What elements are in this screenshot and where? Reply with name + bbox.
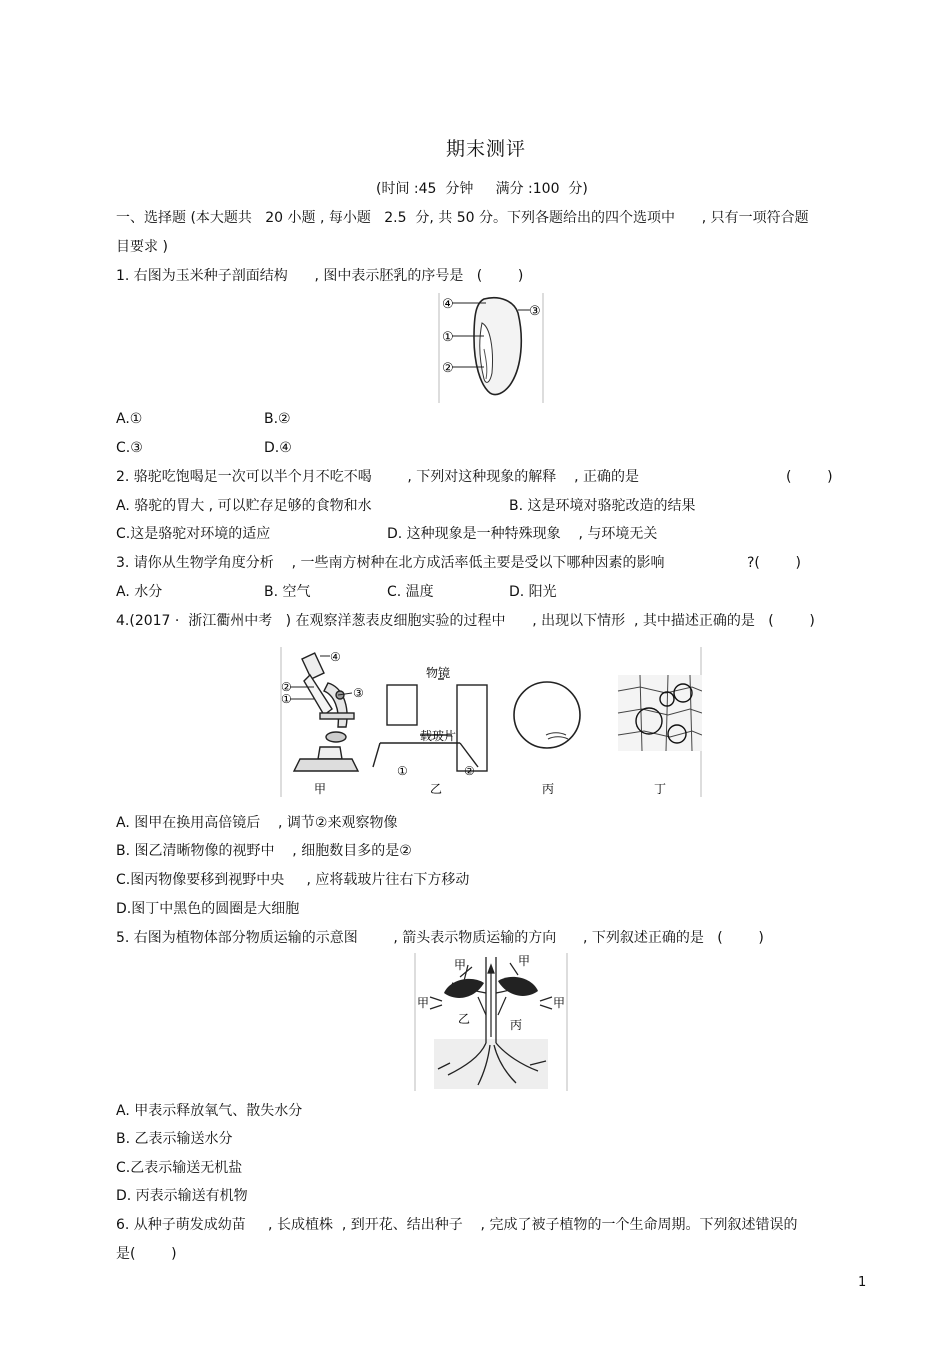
q4-option-a: A. 图甲在换用高倍镜后 , 调节②来观察物像 (116, 815, 398, 831)
q1-option-b: B.② (264, 411, 291, 427)
q2-stem: 2. 骆驼吃饱喝足一次可以半个月不吃不喝 , 下列对这种现象的解释 , 正确的是 (116, 469, 640, 485)
q4-option-d: D.图丁中黑色的圆圈是大细胞 (116, 901, 300, 917)
q3-option-b: B. 空气 (264, 584, 311, 600)
q1-stem: 1. 右图为玉米种子剖面结构 , 图中表示胚乳的序号是 ( ) (116, 268, 524, 284)
q5-stem: 5. 右图为植物体部分物质运输的示意图 , 箭头表示物质运输的方向 , 下列叙述正确的是 ( ) (116, 930, 764, 946)
section-instructions-line1: 一、选择题 (本大题共 20 小题 , 每小题 2.5 分, 共 50 分。下列各题给出的四个选项中 , 只有一项符合题 (116, 210, 809, 226)
caption-yi: 乙 (430, 782, 443, 796)
q5-option-c: C.乙表示输送无机盐 (116, 1160, 243, 1176)
q1-option-a: A.① (116, 411, 143, 427)
caption-jia: 甲 (314, 782, 327, 796)
section-instructions-line2: 目要求 ) (116, 239, 168, 255)
q6-stem-line2: 是( ) (116, 1246, 177, 1262)
plant-transport-figure (414, 953, 568, 1091)
slide-label: 载玻片 (420, 729, 457, 743)
seed-label-4: ④ (442, 297, 454, 312)
q3-answer-paren: ?( ) (747, 555, 801, 571)
q5-option-a: A. 甲表示释放氧气、散失水分 (116, 1103, 303, 1119)
lens-label-1: ① (397, 764, 408, 778)
q2-option-c: C.这是骆驼对环境的适应 (116, 526, 271, 542)
q5-option-d: D. 丙表示输送有机物 (116, 1188, 248, 1204)
q3-option-d: D. 阳光 (509, 584, 557, 600)
q4-stem: 4.(2017 · 浙江衢州中考 ) 在观察洋葱表皮细胞实验的过程中 , 出现以下情形 , 其中描述正确的是 ( ) (116, 613, 815, 629)
microscope-label-4: ④ (330, 650, 341, 664)
page-title: 期末测评 (446, 138, 527, 160)
plant-label-jia-left: 甲 (417, 996, 430, 1010)
microscope-label-2: ② (281, 680, 292, 694)
q1-option-c: C.③ (116, 440, 143, 456)
q3-option-a: A. 水分 (116, 584, 163, 600)
caption-ding: 丁 (654, 782, 667, 796)
q2-option-a: A. 骆驼的胃大 , 可以贮存足够的食物和水 (116, 498, 372, 514)
q4-option-b: B. 图乙清晰物像的视野中 , 细胞数目多的是② (116, 843, 412, 859)
seed-label-3: ③ (529, 304, 541, 319)
q2-answer-paren: ( ) (786, 469, 833, 485)
microscope-figure (280, 647, 702, 797)
q2-option-b: B. 这是环境对骆驼改造的结果 (509, 498, 696, 514)
q3-option-c: C. 温度 (387, 584, 434, 600)
q4-option-c: C.图丙物像要移到视野中央 , 应将载玻片往右下方移动 (116, 872, 470, 888)
q6-stem-line1: 6. 从种子萌发成幼苗 , 长成植株 , 到开花、结出种子 , 完成了被子植物的一个生命周期。下列叙述错误的 (116, 1217, 798, 1233)
q5-option-b: B. 乙表示输送水分 (116, 1131, 233, 1147)
plant-label-bing: 丙 (510, 1018, 523, 1032)
subtitle: (时间 :45 分钟 满分 :100 分) (376, 181, 588, 197)
plant-label-yi: 乙 (458, 1012, 471, 1026)
objective-label: 物镜 (426, 666, 451, 680)
microscope-label-1: ① (281, 692, 292, 706)
plant-label-jia-right: 甲 (553, 996, 566, 1010)
objective-lenses-drawing (373, 679, 487, 771)
seed-label-2: ② (442, 361, 454, 376)
plant-label-jia-top-left: 甲 (454, 958, 467, 972)
microscope-label-3: ③ (353, 686, 364, 700)
lens-label-2: ② (464, 764, 475, 778)
q3-stem: 3. 请你从生物学角度分析 , 一些南方树种在北方成活率低主要是受以下哪种因素的影响 (116, 555, 665, 571)
microscope-drawing (294, 653, 358, 771)
corn-seed-figure (438, 293, 544, 403)
field-of-view-circle (514, 682, 580, 748)
cell-field-drawing (618, 675, 702, 751)
q2-option-d: D. 这种现象是一种特殊现象 , 与环境无关 (387, 526, 658, 542)
caption-bing: 丙 (542, 782, 555, 796)
page-number: 1 (858, 1275, 867, 1290)
seed-label-1: ① (442, 330, 454, 345)
plant-label-jia-top-right: 甲 (518, 954, 531, 968)
q1-option-d: D.④ (264, 440, 292, 456)
